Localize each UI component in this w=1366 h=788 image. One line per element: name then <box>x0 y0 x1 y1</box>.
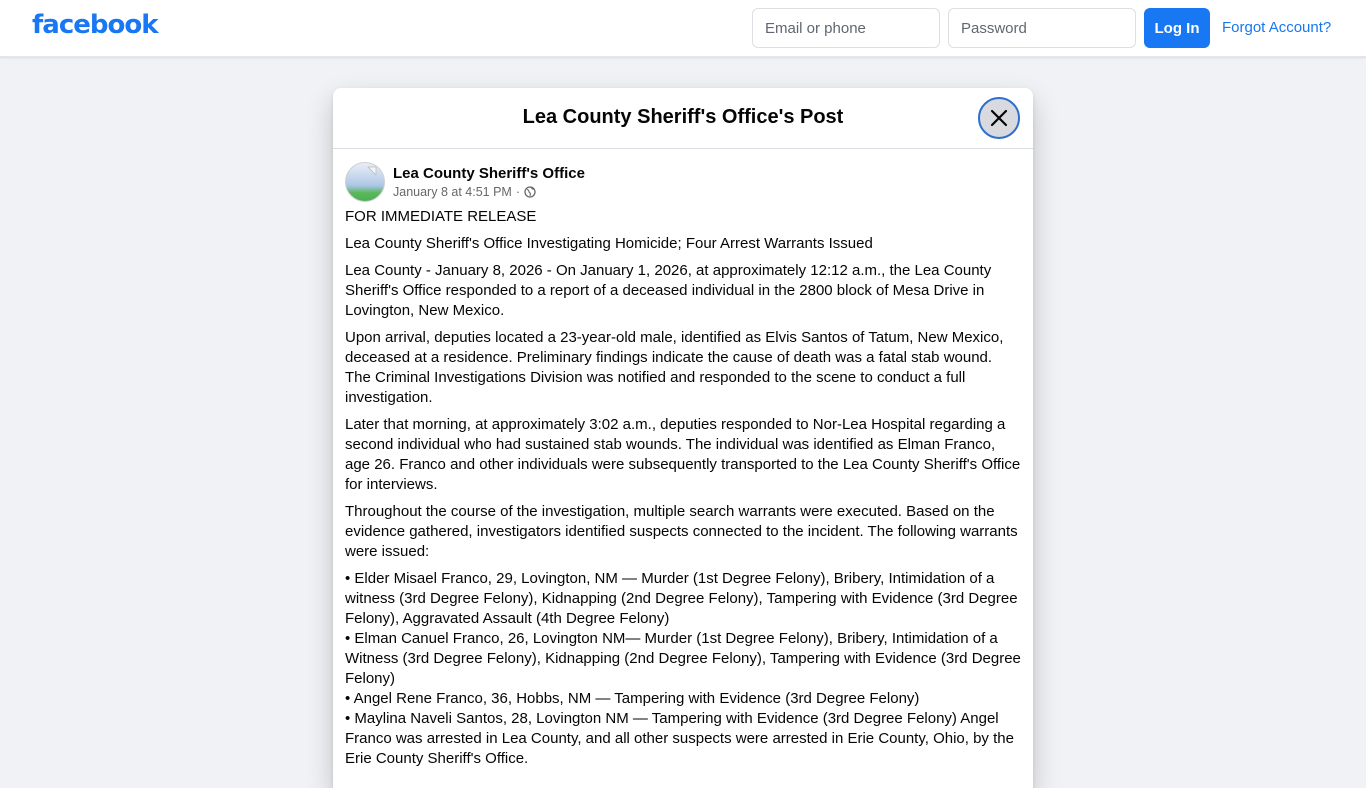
post-header <box>345 161 1021 203</box>
warrant-item: • Elder Misael Franco, 29, Lovington, NM — Murder (1st Degree Felony), Bribery, Intimidation of a witness (3rd Degree Felony), Kidnapping (2nd Degree Felony), Tampering with Evidence (3rd Degree Felony), Aggravated Assault (4th Degree Felony) <box>345 570 1018 627</box>
post-timestamp[interactable]: January 8 at 4:51 PM <box>393 185 512 199</box>
close-icon <box>990 109 1008 127</box>
warrant-item: • Maylina Naveli Santos, 28, Lovington NM — Tampering with Evidence (3rd Degree Felony) Angel Franco was arrested in Lea County, and all other suspects were arrested in Erie County, Ohio, by the Erie County Sheriff's Office. <box>345 710 1014 767</box>
post <box>333 149 1033 769</box>
post-modal <box>333 88 1033 788</box>
login-button[interactable]: Log In <box>1144 8 1210 48</box>
post-paragraph: Throughout the course of the investigation, multiple search warrants were executed. Based on the evidence gathered, investigators identified suspects connected to the incident. The following warrants were issued: <box>345 503 1018 560</box>
forgot-account-link[interactable]: Forgot Account? <box>1222 19 1332 36</box>
password-field[interactable] <box>948 8 1136 48</box>
facebook-logo[interactable]: facebook <box>32 10 158 40</box>
post-paragraph: FOR IMMEDIATE RELEASE <box>345 208 537 225</box>
post-paragraph: Upon arrival, deputies located a 23-year-old male, identified as Elvis Santos of Tatum, New Mexico, deceased at a residence. Preliminary findings indicate the cause of death was a fatal stab wound. The Criminal Investigations Division was notified and responded to the scene to conduct a full investigation. <box>345 329 1004 406</box>
post-paragraph: Lea County Sheriff's Office Investigating Homicide; Four Arrest Warrants Issued <box>345 235 873 252</box>
warrant-item: • Angel Rene Franco, 36, Hobbs, NM — Tampering with Evidence (3rd Degree Felony) <box>345 690 920 707</box>
modal-title: Lea County Sheriff's Office's Post <box>522 106 844 128</box>
globe-icon <box>524 186 536 198</box>
separator: · <box>515 185 520 199</box>
warrant-item: • Elman Canuel Franco, 26, Lovington NM— Murder (1st Degree Felony), Bribery, Intimidation of a Witness (3rd Degree Felony), Kidnapping (2nd Degree Felony), Tampering with Evidence (3rd Degree Felony) <box>345 630 1021 687</box>
top-nav-bar <box>0 0 1366 57</box>
post-author[interactable]: Lea County Sheriff's Office <box>393 165 585 182</box>
post-body <box>345 207 1021 769</box>
close-button[interactable] <box>978 97 1020 139</box>
post-paragraph: Later that morning, at approximately 3:02 a.m., deputies responded to Nor-Lea Hospital regarding a second individual who had sustained stab wounds. The individual was identified as Elman Franco, age 26. Franco and other individuals were subsequently transported to the Lea County Sheriff's Office for interviews. <box>345 416 1021 493</box>
warrants-list <box>345 569 1021 769</box>
page-profile-image <box>346 163 385 202</box>
avatar[interactable] <box>345 162 385 202</box>
post-paragraph: Lea County - January 8, 2026 - On January 1, 2026, at approximately 12:12 a.m., the Lea County Sheriff's Office responded to a report of a deceased individual in the 2800 block of Mesa Drive in Lovington, New Mexico. <box>345 262 992 319</box>
email-field[interactable] <box>752 8 940 48</box>
modal-header <box>333 88 1033 149</box>
